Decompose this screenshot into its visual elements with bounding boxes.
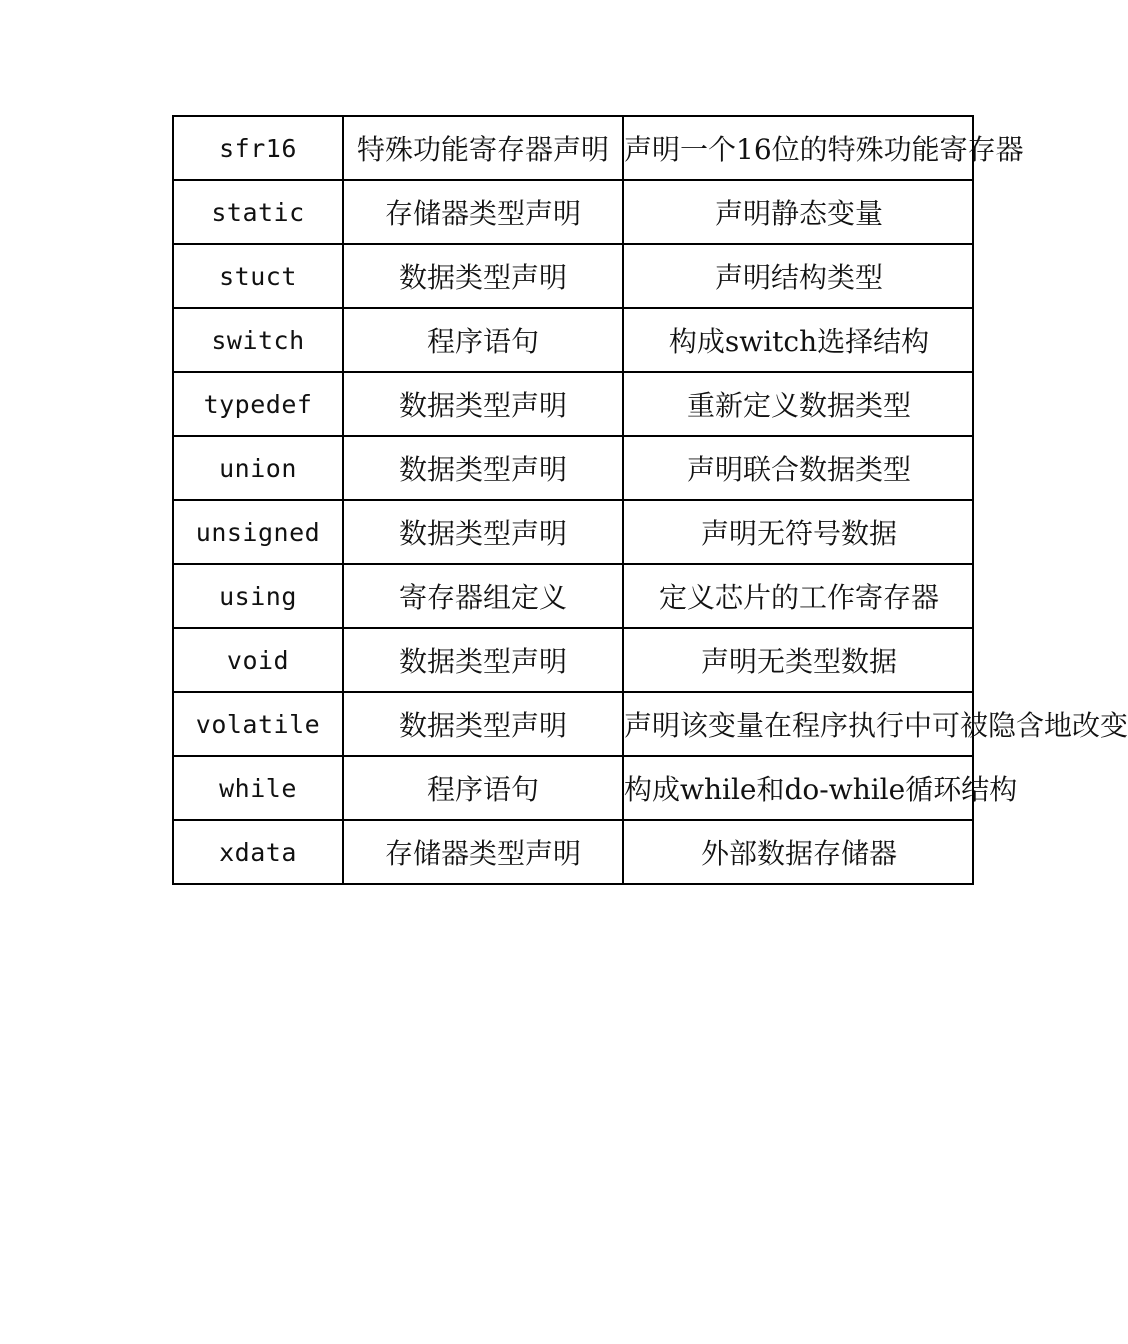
description-cell <box>623 372 973 436</box>
table-row <box>173 756 973 820</box>
type-cell <box>343 756 623 820</box>
description-cell <box>623 564 973 628</box>
description-text: 构成switch选择结构 <box>668 325 930 358</box>
table-row <box>173 692 973 756</box>
table-row <box>173 564 973 628</box>
description-cell <box>623 692 1128 756</box>
description-text: 构成while和do-while循环结构 <box>624 773 1018 806</box>
table-row <box>173 500 973 564</box>
type-text: 存储器类型声明 <box>384 197 581 230</box>
description-text: 声明一个16位的特殊功能寄存器 <box>624 133 1024 166</box>
type-cell <box>343 180 623 244</box>
description-cell <box>623 180 973 244</box>
type-text: 存储器类型声明 <box>384 837 581 870</box>
description-text: 声明联合数据类型 <box>686 453 911 486</box>
description-text: 定义芯片的工作寄存器 <box>658 581 939 614</box>
description-cell <box>623 500 973 564</box>
keyword-text: void <box>226 645 290 675</box>
description-cell <box>623 628 973 692</box>
type-text: 数据类型声明 <box>398 517 567 550</box>
table-row <box>173 116 973 180</box>
table-row <box>173 308 973 372</box>
type-cell <box>343 500 623 564</box>
type-text: 特殊功能寄存器声明 <box>356 133 609 166</box>
keyword-text: union <box>219 453 297 483</box>
type-cell <box>343 372 623 436</box>
keyword-cell <box>173 692 343 756</box>
type-text: 程序语句 <box>426 773 539 806</box>
keyword-text: xdata <box>219 837 297 867</box>
description-cell <box>623 244 973 308</box>
keyword-cell <box>173 372 343 436</box>
type-text: 寄存器组定义 <box>398 581 567 614</box>
description-cell <box>623 820 973 884</box>
description-cell <box>623 116 1024 180</box>
description-text: 声明无类型数据 <box>700 645 897 678</box>
keyword-text: static <box>211 197 305 227</box>
keyword-cell <box>173 244 343 308</box>
type-text: 数据类型声明 <box>398 453 567 486</box>
keyword-text: sfr16 <box>219 133 297 163</box>
keyword-text: stuct <box>219 261 297 291</box>
type-text: 数据类型声明 <box>398 709 567 742</box>
type-cell <box>343 116 623 180</box>
table-row <box>173 244 973 308</box>
keyword-cell <box>173 820 343 884</box>
keyword-table <box>172 115 1128 885</box>
keyword-table-container <box>172 115 1128 886</box>
type-cell <box>343 436 623 500</box>
keyword-text: while <box>219 773 297 803</box>
keyword-text: unsigned <box>195 517 321 547</box>
type-text: 数据类型声明 <box>398 261 567 294</box>
keyword-cell <box>173 564 343 628</box>
type-cell <box>343 820 623 884</box>
keyword-cell <box>173 500 343 564</box>
table-row <box>173 436 973 500</box>
description-text: 声明无符号数据 <box>700 517 897 550</box>
type-text: 数据类型声明 <box>398 645 567 678</box>
keyword-cell <box>173 756 343 820</box>
table-row <box>173 628 973 692</box>
description-text: 重新定义数据类型 <box>686 389 911 422</box>
type-cell <box>343 564 623 628</box>
type-cell <box>343 628 623 692</box>
table-row <box>173 820 973 884</box>
description-cell <box>623 308 973 372</box>
table-row <box>173 180 973 244</box>
type-cell <box>343 244 623 308</box>
keyword-cell <box>173 628 343 692</box>
type-text: 程序语句 <box>426 325 539 358</box>
type-text: 数据类型声明 <box>398 389 567 422</box>
keyword-text: switch <box>211 325 305 355</box>
keyword-text: volatile <box>195 709 321 739</box>
keyword-text: using <box>219 581 297 611</box>
keyword-cell <box>173 180 343 244</box>
description-text: 声明静态变量 <box>714 197 883 230</box>
description-text: 外部数据存储器 <box>700 837 897 870</box>
table-row <box>173 372 973 436</box>
keyword-cell <box>173 116 343 180</box>
description-cell <box>623 436 973 500</box>
description-text: 声明结构类型 <box>714 261 883 294</box>
keyword-cell <box>173 436 343 500</box>
type-cell <box>343 308 623 372</box>
keyword-cell <box>173 308 343 372</box>
keyword-text: typedef <box>203 389 313 419</box>
description-cell <box>623 756 1018 820</box>
description-text: 声明该变量在程序执行中可被隐含地改变 <box>624 709 1128 742</box>
type-cell <box>343 692 623 756</box>
